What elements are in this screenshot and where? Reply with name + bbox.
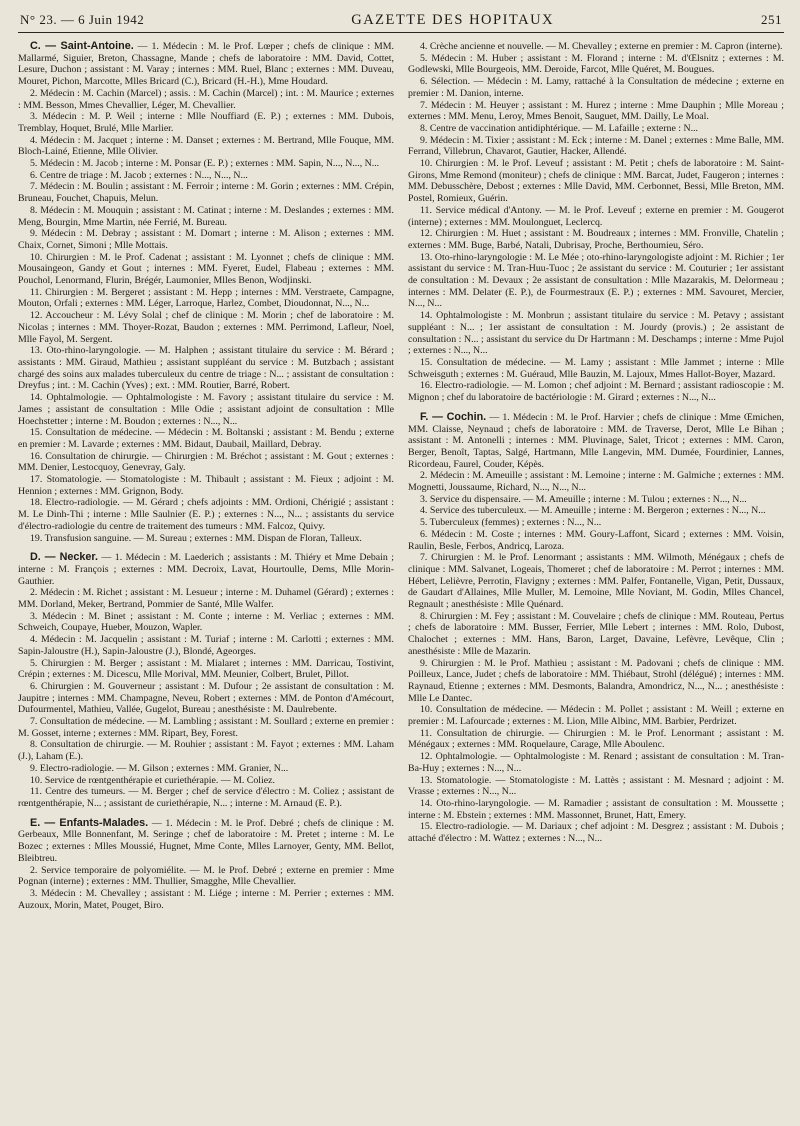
paragraph-text: 15. Consultation de médecine. — M. Lamy ; assistant : Mlle Jammet ; interne : Mlle Schweisguth ; externes : M. Guéraud, Mlle Bauzin, M. Lajoux, Mmes Hallot-Boyer, Mazard. xyxy=(408,356,784,380)
service-paragraph xyxy=(408,704,784,727)
paragraph-text: 3. Médecin : M. P. Weil ; interne : Mlle Nouffiard (E. P.) ; externes : MM. Dubois, Tremblay, Hoquet, Brulé, Mlle Marlier. xyxy=(18,111,394,134)
paragraph-text: 5. Médecin : M. Jacob ; interne : M. Ponsar (E. P.) ; externes : MM. Sapin, N..., N..., N... xyxy=(30,158,380,170)
service-paragraph xyxy=(408,357,784,380)
service-paragraph xyxy=(408,76,784,99)
service-paragraph xyxy=(18,474,394,497)
paragraph-text: 2. Médecin : M. Cachin (Marcel) ; assis. : M. Cachin (Marcel) ; int. : M. Maurice ; externes : MM. Besson, Mmes Chevallier, Léger, M. Chevallier. xyxy=(18,87,394,111)
service-paragraph xyxy=(18,634,394,657)
service-paragraph xyxy=(18,888,394,911)
paragraph-text: 7. Consultation de médecine. — M. Lambling ; assistant : M. Soullard ; externe en premier : M. Gosset, interne ; externes : MM. Ripart, Bey, Forest. xyxy=(18,716,394,739)
service-paragraph xyxy=(18,763,394,775)
service-paragraph xyxy=(18,427,394,450)
left-column xyxy=(18,41,394,911)
service-paragraph xyxy=(408,505,784,517)
paragraph-text: 17. Stomatologie. — Stomatologiste : M. Thibault ; assistant : M. Fieux ; adjoint : M. Hennion ; externes : MM. Grignon, Body. xyxy=(18,474,394,497)
paragraph-text: 7. Médecin : M. Boulin ; assistant : M. Ferroir ; interne : M. Gorin ; externes : MM. Crépin, Bruneau, Fouchet, Chapuis, Melun. xyxy=(18,181,394,205)
service-paragraph xyxy=(18,716,394,739)
paragraph-text: 5. Médecin : M. Huber ; assistant : M. Florand ; interne : M. d'Œlsnitz ; externes : M. Godlewski, Mlle Bourgeois, MM. Deroide, Farcot, Mlle Quéret, M. Bougues. xyxy=(408,52,784,76)
service-paragraph xyxy=(18,181,394,204)
paragraph-text: 8. Médecin : M. Mouquin ; assistant : M. Catinat ; interne : M. Deslandes ; externes : MM. Meng, Bourgin, Mme Martin, née Ferrié, M. Bureau. xyxy=(18,204,394,228)
paragraph-text: 11. Service médical d'Antony. — M. le Prof. Leveuf ; externe en premier : M. Gougerot (interne) ; externes : MM. Moulonguet, Leclercq. xyxy=(408,204,784,228)
service-paragraph xyxy=(408,158,784,205)
service-paragraph xyxy=(408,798,784,821)
paragraph-text: 6. Médecin : M. Coste ; internes : MM. Goury-Laffont, Sicard ; externes : MM. Voisin, Raulin, Besle, Ferbos, Andricq, Laroza. xyxy=(408,528,784,552)
paragraph-text: 15. Consultation de médecine. — Médecin : M. Boltanski ; assistant : M. Bendu ; externe en premier : M. Lavarde ; externes : MM. Bidaut, Daubail, Maillard, Debray. xyxy=(18,427,394,450)
paragraph-text: 9. Médecin : M. Debray ; assistant : M. Domart ; interne : M. Alison ; externes : MM. Chaix, Cornet, Simoni ; Mlle Mottais. xyxy=(18,228,394,251)
service-paragraph xyxy=(408,310,784,357)
paragraph-text: 8. Centre de vaccination antidiphtérique. — M. Lafaille ; externe : N... xyxy=(420,122,698,134)
service-paragraph xyxy=(408,100,784,123)
service-paragraph xyxy=(408,470,784,493)
paragraph-text: 15. Electro-radiologie. — M. Dariaux ; chef adjoint : M. Desgrez ; assistant : M. Dubois ; attaché d'électro : M. Wattez ; externes : N..., N... xyxy=(408,821,784,845)
service-paragraph xyxy=(408,658,784,705)
paragraph-text: 3. Médecin : M. Chevalley ; assistant : M. Liége ; interne : M. Perrier ; externes : MM. Auzoux, Morin, Matet, Pouget, Biro. xyxy=(18,887,394,911)
paragraph-text: 13. Oto-rhino-laryngologie : M. Le Mée ; oto-rhino-laryngologiste adjoint : M. Richier ; 1er assistant du service : M. Tran-Huu-Tuoc ; 2e assistant du service : M. Couturier ; 1er assistant de consultation : M. Devaux ; 2e assistant de consultation : Mlle Mazarakis, M. Delormeau ; internes : MM. Delater (E. P.), de Fourmestraux (E. P.) ; externes : MM. Savouret, Mercier, N..., N... xyxy=(408,251,784,310)
paragraph-text: 6. Centre de triage : M. Jacob ; externes : N..., N..., N... xyxy=(30,169,248,181)
right-column xyxy=(408,41,784,911)
section-paragraph xyxy=(18,818,394,865)
paragraph-text: 12. Chirurgien : M. Huet ; assistant : M. Boudreaux ; internes : MM. Fronville, Chatelin ; externes : MM. Buge, Barbé, Natali, Dubrisay, Proche, Berthoumieu, Séro. xyxy=(408,228,784,251)
service-paragraph xyxy=(18,681,394,716)
paragraph-text: 4. Médecin : M. Jacquet ; interne : M. Danset ; externes : M. Bertrand, Mlle Fouque, MM. Bloch-Lainé, Etienne, Mlle Olivier. xyxy=(18,134,394,158)
paragraph-text: 11. Chirurgien : M. Bergeret ; assistant : M. Hepp ; internes : MM. Verstraete, Campagne, Mouton, Orfali ; externes : MM. Léger, Larroque, Harlez, Combet, Dioudonnat, N..., N... xyxy=(18,286,394,310)
service-paragraph xyxy=(18,497,394,532)
issue-date: N° 23. — 6 Juin 1942 xyxy=(20,12,145,27)
service-paragraph xyxy=(18,135,394,158)
paragraph-text: 9. Médecin : M. Tixier ; assistant : M. Eck ; interne : M. Danel ; externes : Mme Balle, MM. Ferrand, Villebrun, Chavarot, Gautier, Hacker, Allendé. xyxy=(408,134,784,158)
paragraph-text: 12. Ophtalmologie. — Ophtalmologiste : M. Renard ; assistant de consultation : M. Tran-Ba-Huy ; externes : N..., N... xyxy=(408,751,784,774)
service-paragraph xyxy=(18,658,394,681)
paragraph-text: 16. Electro-radiologie. — M. Lomon ; chef adjoint : M. Bernard ; assistant radioscopie : M. Mignon ; chef du laboratoire de bactériologie : M. Girard ; externes : N..., N... xyxy=(408,380,784,404)
paragraph-text: 3. Service du dispensaire. — M. Ameuille ; interne : M. Tulou ; externes : N..., N... xyxy=(420,493,747,505)
paragraph-text: 4. Service des tuberculeux. — M. Ameuille ; interne : M. Bergeron ; externes : N..., N... xyxy=(420,505,766,517)
section-paragraph xyxy=(18,41,394,88)
page-number: 251 xyxy=(761,12,782,27)
service-paragraph xyxy=(18,252,394,287)
service-paragraph xyxy=(18,111,394,134)
paragraph-text: 5. Chirurgien : M. Berger ; assistant : M. Mialaret ; internes : MM. Darricau, Tostivint, Crépin ; externes : M. Dicescu, Mlle Morival, MM. Meunier, Colbert, Brulet, Pillot. xyxy=(18,657,394,681)
paragraph-text: 8. Consultation de chirurgie. — M. Rouhier ; assistant : M. Fayot ; externes : MM. Laham (J.), Laham (E.). xyxy=(18,739,394,763)
paragraph-text: 4. Crèche ancienne et nouvelle. — M. Chevalley ; externe en premier : M. Capron (interne). xyxy=(420,41,783,52)
paragraph-text: 2. Médecin : M. Richet ; assistant : M. Lesueur ; interne : M. Duhamel (Gérard) ; externes : MM. Dorland, Meker, Bertrand, Pommier de Santé, Mlle Walfer. xyxy=(18,587,394,611)
page-header xyxy=(18,12,784,33)
service-paragraph xyxy=(18,587,394,610)
section-paragraph xyxy=(408,412,784,471)
service-paragraph xyxy=(408,228,784,251)
service-paragraph xyxy=(18,786,394,809)
paragraph-text: 9. Chirurgien : M. le Prof. Mathieu ; assistant : M. Padovani ; chefs de clinique : MM. Poilleux, Lance, Judet ; chefs de laboratoire : MM. Thiébaut, Strohl (délégué) ; internes : MM. Raynaud, Etienne ; externes : MM. Desmonts, Balandra, Amondricz, N..., N... ; anesthésiste : Mlle Le Dantec. xyxy=(408,657,784,704)
service-paragraph xyxy=(408,775,784,798)
service-paragraph xyxy=(18,228,394,251)
paragraph-text: 9. Electro-radiologie. — M. Gilson ; externes : MM. Granier, N... xyxy=(30,762,289,774)
paragraph-text: — 1. Médecin : M. le Prof. Debré ; chefs de clinique : M. Gerbeaux, Mlle Bonnenfant, M. Seringe ; chef de laboratoire : M. Pretet ; interne : M. Le Bozec ; externes : Mlles Moussié, Hugnet, Mme Conte, Mlles Larnoyer, Genty, MM. Bellot, Bleibtreu. xyxy=(18,817,394,864)
service-paragraph xyxy=(18,775,394,787)
service-paragraph xyxy=(18,205,394,228)
journal-title: GAZETTE DES HOPITAUX xyxy=(351,12,555,28)
paragraph-text: 3. Médecin : M. Binet ; assistant : M. Conte ; interne : M. Verliac ; externes : MM. Schweich, Coupaye, Hueber, Mouzon, Wapler. xyxy=(18,610,394,634)
service-paragraph xyxy=(408,41,784,53)
paragraph-text: 11. Centre des tumeurs. — M. Berger ; chef de service d'électro : M. Coliez ; assistant de rœntgenthérapie, N... ; assistant de curiethérapie, N... ; interne : M. Arnaud (E. P.). xyxy=(18,786,394,809)
service-paragraph xyxy=(18,533,394,545)
section-heading: E. — Enfants-Malades. xyxy=(30,816,149,829)
service-paragraph xyxy=(408,529,784,552)
service-paragraph xyxy=(18,739,394,762)
paragraph-text: 10. Consultation de médecine. — Médecin : M. Pollet ; assistant : M. Weill ; externe en premier : M. Lafourcade ; externes : M. Lion, Mlle Albinc, MM. Barbier, Perdrizet. xyxy=(408,704,784,728)
paragraph-text: 7. Chirurgien : M. le Prof. Lenormant ; assistants : MM. Wilmoth, Ménégaux ; chefs de clinique : MM. Salvanet, Logeais, Thomeret ; chef de laboratoire : M. Perrot ; internes : MM. Hébert, Lelièvre, Perrotin, Flavigny ; externes : MM. Palfer, Fontanelle, Vigan, Petit, Dussaux, de Gaudart d'Allaines, Mlle Muller, M. Lemoine, Mlle Noviant, M. Godin, Mlles Chancel, Regnault ; anesthésiste : Mlle Quénard. xyxy=(408,552,784,611)
section-heading: F. — Cochin. xyxy=(420,410,487,423)
section-heading: C. — Saint-Antoine. xyxy=(30,40,134,52)
service-paragraph xyxy=(408,552,784,611)
paragraph-text: 13. Oto-rhino-laryngologie. — M. Halphen ; assistant titulaire du service : M. Bérard ; assistants : MM. Giraud, Mathieu ; assistant suppléant du service : M. Butzbach ; assistant chargé des soins aux malades tuberculeux du centre de triage : N... ; assistant de consultation : Dreyfus ; int. : M. Cachin (Yves) ; ext. : MM. Routier, Barré, Robert. xyxy=(18,345,394,392)
paragraph-text: 18. Electro-radiologie. — M. Gérard ; chefs adjoints : MM. Ordioni, Chérigié ; assistant : M. Le Dinh-Thi ; interne : Mlle Saulnier (E. P.) ; externes : N..., N... ; assistants du service d'électro-radiologie du centre de traitement des tumeurs : MM. Falcoz, Quivy. xyxy=(18,497,394,532)
paragraph-text: 2. Médecin : M. Ameuille ; assistant : M. Lemoine ; interne : M. Galmiche ; externes : MM. Mognetti, Joussaume, Richard, N..., N..., N... xyxy=(408,470,784,494)
service-paragraph xyxy=(408,751,784,774)
service-paragraph xyxy=(18,451,394,474)
paragraph-text: 6. Chirurgien : M. Gouverneur ; assistant : M. Dufour ; 2e assistant de consultation : M. Jaupitre ; internes : MM. Champagne, Neveu, Robert ; externes : MM. de Ponton d'Amécourt, Dufourmentel, Mathieu, Vallée, Gugelot, Bureau ; anesthésiste : M. Daulrebente. xyxy=(18,680,394,716)
paragraph-text: 14. Oto-rhino-laryngologie. — M. Ramadier ; assistant de consultation : M. Moussette ; interne : M. Ebstein ; externes : MM. Massonnet, Brunet, Hatt, Emery. xyxy=(408,798,784,821)
paragraph-text: 6. Sélection. — Médecin : M. Lamy, rattaché à la Consultation de médecine ; externe en premier : M. Danion, interne. xyxy=(408,76,784,99)
section-heading: D. — Necker. xyxy=(30,551,99,564)
paragraph-text: 10. Service de rœntgenthérapie et curiethérapie. — M. Coliez. xyxy=(30,774,275,786)
paragraph-text: 10. Chirurgien : M. le Prof. Leveuf ; assistant : M. Petit ; chefs de laboratoire : M. Saint-Girons, Mme Remond (moniteur) ; chefs de clinique : MM. Barcat, Judet, Faugeron ; internes : MM. Debusschère, Debost ; externes : Mlle David, MM. Cerbonnet, Bessi, Mlle Breton, MM. Postel, Romieux, Guérin. xyxy=(408,158,784,205)
paragraph-text: 12. Accoucheur : M. Lévy Solal ; chef de clinique : M. Morin ; chef de laboratoire : M. Nicolas ; internes : MM. Thoyer-Rozat, Baudon ; externes : MM. Perrimond, Lafleur, Noel, Mlle Fayol, M. Sergent. xyxy=(18,310,394,345)
paragraph-text: 13. Stomatologie. — Stomatologiste : M. Lattès ; assistant : M. Mesnard ; adjoint : M. Vrasse ; externes : N..., N... xyxy=(408,774,784,798)
service-paragraph xyxy=(18,88,394,111)
paragraph-text: 14. Ophtalmologiste : M. Monbrun ; assistant titulaire du service : M. Petavy ; assistant suppléant : N... ; 1er assistant de consultation : M. Jourdy (provis.) ; 2e assistant de consultation : N... ; assistant du service du Dr Hartmann : M. Deschamps ; interne : Mme Pujol ; externes : N..., N... xyxy=(408,310,784,357)
paragraph-text: 4. Médecin : M. Jacquelin ; assistant : M. Turiaf ; interne : M. Carlotti ; externes : MM. Sapin-Jaloustre (H.), Sapin-Jaloustre (J.), Blondé, Ageorges. xyxy=(18,634,394,657)
service-paragraph xyxy=(408,517,784,529)
service-paragraph xyxy=(408,728,784,751)
service-paragraph xyxy=(408,821,784,844)
service-paragraph xyxy=(18,158,394,170)
paragraph-text: 7. Médecin : M. Heuyer ; assistant : M. Hurez ; interne : Mme Dauphin ; Mlle Moreau ; externes : MM. Menu, Leroy, Mmes Benoit, Sauguet, MM. Dailly, Le Moal. xyxy=(408,99,784,123)
service-paragraph xyxy=(408,53,784,76)
service-paragraph xyxy=(18,287,394,310)
service-paragraph xyxy=(408,380,784,403)
section-paragraph xyxy=(18,552,394,587)
paragraph-text: 8. Chirurgien : M. Fey ; assistant : M. Couvelaire ; chefs de clinique : MM. Routeau, Pertus ; chefs de laboratoire : MM. Busser, Ferrier, Mlle Lebert ; internes : MM. Rolo, Dubost, Chalochet ; externes : MM. Hans, Baron, Larget, Davaine, Lefèvre, Levêque, Clin ; anesthésiste : Mlle de Mazarin. xyxy=(408,610,784,657)
service-paragraph xyxy=(408,135,784,158)
service-paragraph xyxy=(408,252,784,311)
paragraph-text: 19. Transfusion sanguine. — M. Sureau ; externes : MM. Dispan de Floran, Talleux. xyxy=(30,532,362,544)
paragraph-text: — 1. Médecin : M. le Prof. Lœper ; chefs de clinique : MM. Mallarmé, Siguier, Breton, Chassagne, Mande ; chefs de laboratoire : MM. David, Cottet, Lesure, Duchon ; assistant : M. Varay ; internes : MM. Ruel, Blanc ; externes : MM. Duveau, Mouret, Pichon, Marcotte, Mlles Bricard (C.), Bricard (H.-H.), Mme Houdard. xyxy=(18,41,394,88)
paragraph-text: 16. Consultation de chirurgie. — Chirurgien : M. Bréchot ; assistant : M. Gout ; externes : MM. Denier, Lestocquoy, Genevray, Galy. xyxy=(18,450,394,474)
service-paragraph xyxy=(18,392,394,427)
service-paragraph xyxy=(18,170,394,182)
service-paragraph xyxy=(18,310,394,345)
paragraph-text: 14. Ophtalmologie. — Ophtalmologiste : M. Favory ; assistant titulaire du service : M. James ; assistant de consultation : Mlle Odie ; assistant adjoint de consultation : Mlle Hoechstetter ; interne : M. Boudon ; externes : N..., N... xyxy=(18,392,394,427)
service-paragraph xyxy=(408,611,784,658)
service-paragraph xyxy=(18,611,394,634)
paragraph-text: 2. Service temporaire de polyomiélite. — M. le Prof. Debré ; externe en premier : Mme Pognan (interne) ; externes : MM. Thullier, Smagghe, Mlle Chevallier. xyxy=(18,864,394,888)
paragraph-text: — 1. Médecin : M. le Prof. Harvier ; chefs de clinique : Mme Œmichen, MM. Claisse, Neynaud ; chefs de laboratoire : MM. de Traverse, Derot, Mlle Le Bihan ; assistant : M. Antonelli ; internes : MM. Pluvinage, Salet, Tricot ; externes : MM. Caron, Berger, Benoît, Taptas, Salgé, Hartmann, Mlle Langevin, MM. Dumée, Fourdinier, Lannes, Ricordeau, Faurel, Couder, Képès. xyxy=(408,411,785,470)
service-paragraph xyxy=(408,123,784,135)
text-columns xyxy=(18,41,784,911)
paragraph-text: 5. Tuberculeux (femmes) ; externes : N..., N... xyxy=(420,517,602,529)
service-paragraph xyxy=(408,494,784,506)
paragraph-text: 11. Consultation de chirurgie. — Chirurgien : M. le Prof. Lenormant ; assistant : M. Ménégaux ; externes : MM. Roquelaure, Carage, Mlle Aboulenc. xyxy=(408,727,784,751)
service-paragraph xyxy=(18,865,394,888)
service-paragraph xyxy=(408,205,784,228)
service-paragraph xyxy=(18,345,394,392)
paragraph-text: 10. Chirurgien : M. le Prof. Cadenat ; assistant : M. Lyonnet ; chefs de clinique : MM. Mousaingeon, Gandy et Gout ; internes : MM. Fyeret, Eudel, Flabeau ; externes : MM. Pouchol, Lenormand, Flurin, Brégér, Laumonier, Mlles Benon, Wodjinski. xyxy=(18,251,394,287)
paragraph-text: — 1. Médecin : M. Laederich ; assistants : M. Thiéry et Mme Debain ; interne : M. François ; externes : MM. Decroix, Lavat, Hourtoulle, Dems, Mlle Morin-Gauthier. xyxy=(18,552,394,587)
